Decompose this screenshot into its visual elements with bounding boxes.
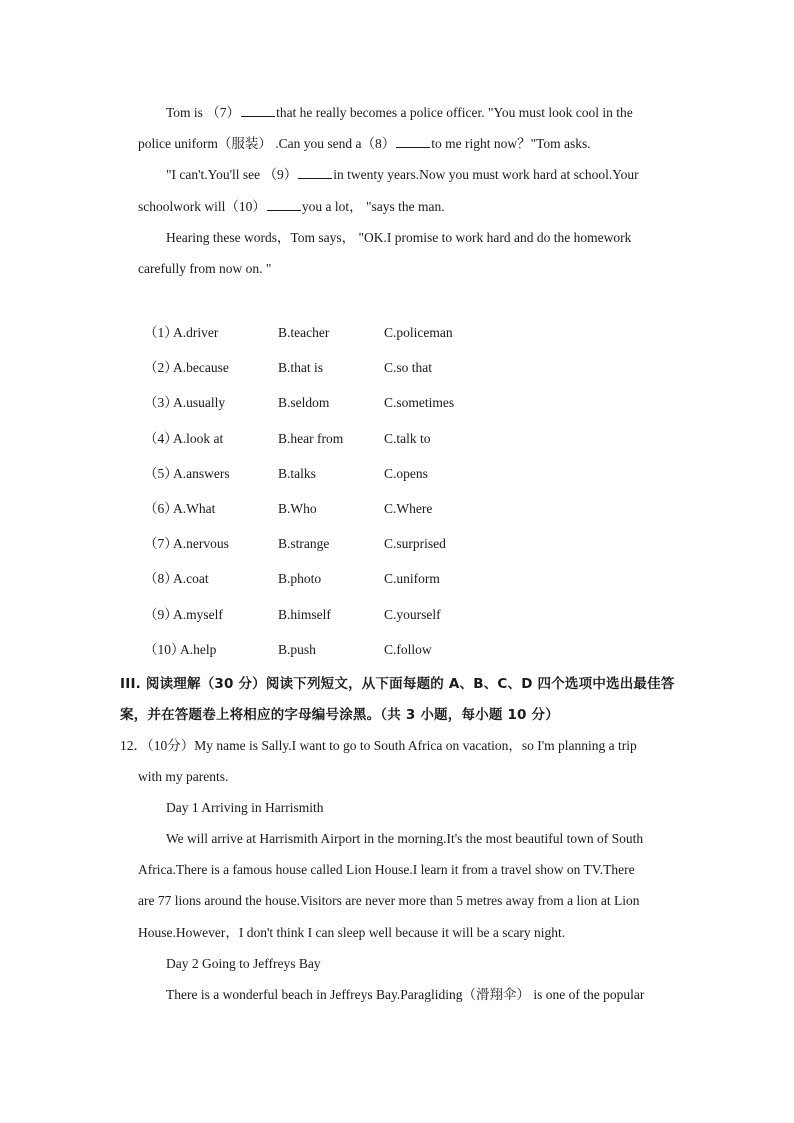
option-a: A.look at	[173, 431, 224, 446]
option-number: （4）	[144, 431, 178, 446]
option-b: B.photo	[278, 571, 322, 586]
option-number: （1）	[144, 325, 178, 340]
option-a: A.answers	[173, 466, 230, 481]
day-1-line-1: We will arrive at Harrismith Airport in the morning.It's the most beautiful town of South	[166, 831, 644, 846]
option-number: （10）	[144, 642, 185, 657]
option-a: A.What	[173, 501, 216, 516]
option-c: C.sometimes	[384, 395, 455, 410]
answer-blank-9	[298, 166, 332, 179]
answer-blank-8	[396, 135, 430, 148]
passage-line-5: Hearing these words，Tom says， "OK.I promise to work hard and do the homework	[166, 230, 632, 245]
option-number: （7）	[144, 536, 178, 551]
section-heading-line-2: 案，并在答题卷上将相应的字母编号涂黑。（共 3 小题，每小题 10 分）	[120, 707, 559, 723]
option-a: A.help	[180, 642, 217, 657]
option-c: C.Where	[384, 501, 433, 516]
option-number: （6）	[144, 501, 178, 516]
option-a: A.because	[173, 360, 229, 375]
option-b: B.talks	[278, 466, 316, 481]
day-1-line-3: are 77 lions around the house.Visitors are never more than 5 metres away from a lion at Lion	[138, 893, 640, 908]
section-heading-line-1: III. 阅读理解（30 分）阅读下列短文，从下面每题的 A、B、C、D 四个选项中选出最佳答	[120, 676, 675, 692]
passage-line-3: "I can't.You'll see （9） in twenty years.Now you must work hard at school.Your	[166, 167, 639, 182]
passage-line-6: carefully from now on. "	[138, 261, 272, 276]
day-1-title: Day 1 Arriving in Harrismith	[166, 800, 324, 815]
option-a: A.coat	[173, 571, 209, 586]
option-c: C.follow	[384, 642, 432, 657]
option-b: B.seldom	[278, 395, 330, 410]
option-b: B.push	[278, 642, 316, 657]
answer-blank-10	[267, 198, 301, 211]
option-b: B.teacher	[278, 325, 330, 340]
option-c: C.yourself	[384, 607, 441, 622]
question-12-line-1: 12．（10分）My name is Sally.I want to go to South Africa on vacation，so I'm planning a trip	[120, 738, 637, 753]
day-1-line-2: Africa.There is a famous house called Lion House.I learn it from a travel show on TV.There	[138, 862, 635, 877]
option-c: C.opens	[384, 466, 428, 481]
option-a: A.usually	[173, 395, 226, 410]
option-c: C.uniform	[384, 571, 440, 586]
option-a: A.myself	[173, 607, 223, 622]
passage-line-2: police uniform（服装） .Can you send a（8） to me right now？"Tom asks.	[138, 136, 591, 151]
option-number: （5）	[144, 466, 178, 481]
option-number: （8）	[144, 571, 178, 586]
day-2-line-1: There is a wonderful beach in Jeffreys Bay.Paragliding（滑翔伞） is one of the popular	[166, 987, 645, 1002]
option-number: （2）	[144, 360, 178, 375]
option-b: B.strange	[278, 536, 330, 551]
option-b: B.hear from	[278, 431, 344, 446]
day-2-title: Day 2 Going to Jeffreys Bay	[166, 956, 321, 971]
question-12-line-2: with my parents.	[138, 769, 229, 784]
passage-line-1: Tom is （7） that he really becomes a police officer. "You must look cool in the	[166, 105, 633, 120]
option-c: C.so that	[384, 360, 433, 375]
option-b: B.that is	[278, 360, 324, 375]
option-number: （3）	[144, 395, 178, 410]
option-c: C.surprised	[384, 536, 446, 551]
option-b: B.himself	[278, 607, 331, 622]
option-c: C.talk to	[384, 431, 431, 446]
option-number: （9）	[144, 607, 178, 622]
answer-blank-7	[241, 104, 275, 117]
option-b: B.Who	[278, 501, 317, 516]
option-c: C.policeman	[384, 325, 453, 340]
passage-line-4: schoolwork will（10） you a lot， "says the man.	[138, 199, 445, 214]
option-a: A.nervous	[173, 536, 229, 551]
day-1-line-4: House.However，I don't think I can sleep well because it will be a scary night.	[138, 925, 566, 940]
option-a: A.driver	[173, 325, 219, 340]
